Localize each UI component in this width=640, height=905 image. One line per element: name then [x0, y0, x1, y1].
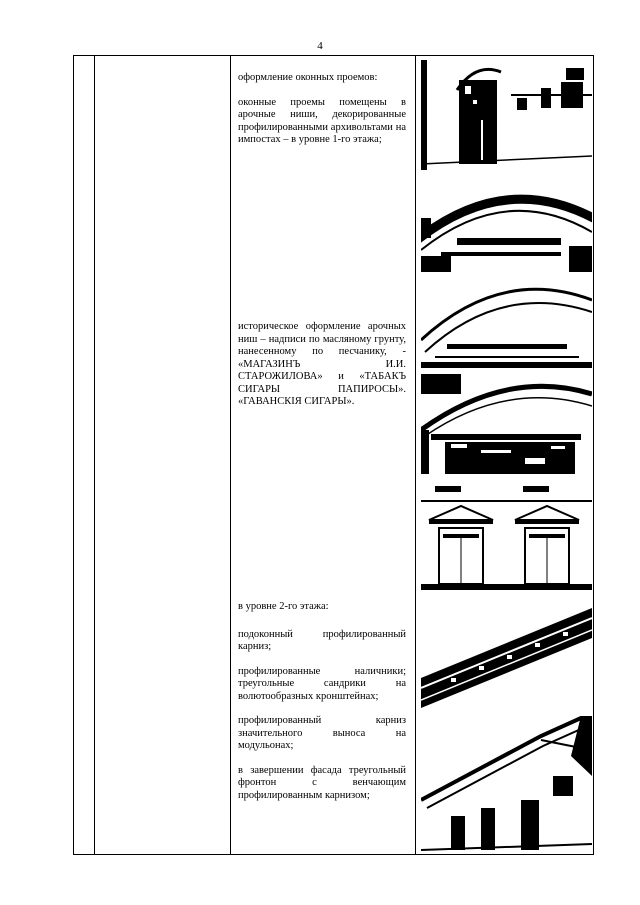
- paragraph-second-floor: в уровне 2-го этажа:: [238, 601, 329, 612]
- document-table: [73, 55, 594, 855]
- paragraph-window-design: оформление оконных проемов:: [238, 72, 378, 83]
- facade-photo-arch-niche-3: [421, 374, 592, 474]
- facade-photo-arch-niche-1: [421, 180, 592, 272]
- text-block-second-floor: [238, 601, 406, 802]
- facade-photo-arch-niche-2: [421, 280, 592, 368]
- facade-photo-pediment: [421, 716, 592, 854]
- paragraph-pediment: в завершении фасада треугольный фронтон с венчающим профилированным карнизом;: [238, 764, 406, 801]
- paragraph-arched-niches: оконные проемы помещены в арочные ниши, декорированные профилированными архивольтами на импостах – в уровне 1-го этажа;: [238, 96, 406, 145]
- column-divider: [94, 56, 95, 854]
- column-divider: [415, 56, 416, 854]
- text-block-historic-inscriptions: [238, 321, 406, 409]
- paragraph-window-frames: профилированные наличники; треугольные сандрики на волютообразных кронштейнах;: [238, 665, 406, 702]
- column-divider: [230, 56, 231, 854]
- facade-photo-cornice-modillions: [421, 608, 592, 708]
- facade-photo-arched-windows: [421, 60, 592, 170]
- paragraph-sill-cornice: подоконный профилированный карниз;: [238, 628, 406, 652]
- paragraph-historic-inscriptions: историческое оформление арочных ниш – надписи по масляному грунту, нанесенному по песчанику, - «МАГАЗИНЪ И.И. СТАРОЖИЛОВА» и «ТАБАКЪ СИГАРЫ ПАПИРОСЫ». «ГАВАНСКIЯ СИГАРЫ».: [238, 321, 406, 407]
- page-number: 4: [317, 40, 323, 52]
- text-block-window-openings: [238, 72, 406, 147]
- facade-photo-upper-windows: [421, 480, 592, 590]
- paragraph-cornice-modillions: профилированный карниз значительного выноса на модульонах;: [238, 715, 406, 751]
